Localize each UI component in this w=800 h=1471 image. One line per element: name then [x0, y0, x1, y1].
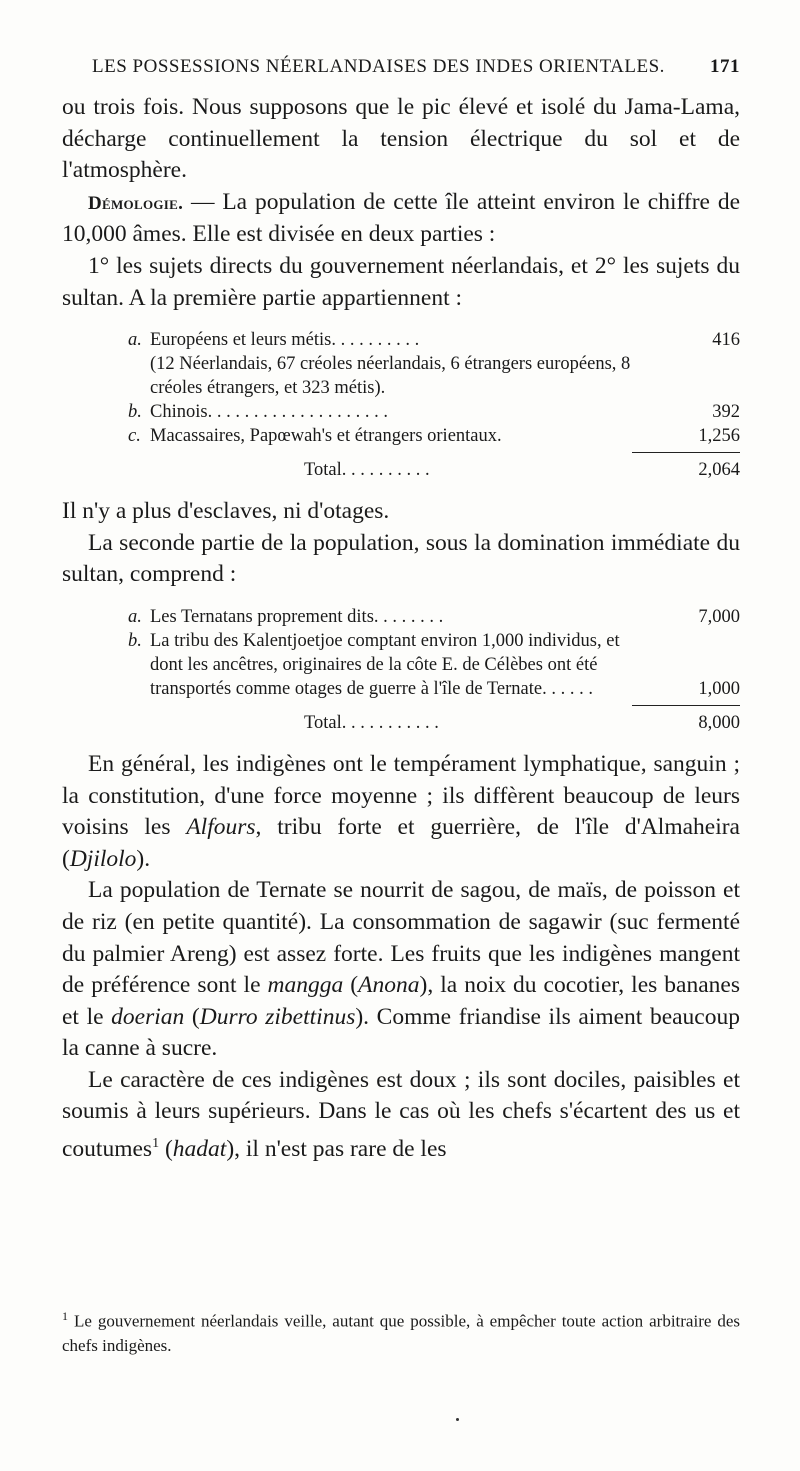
text-run: La population de Ternate se nourrit de sagou, de maïs, de poisson et de riz (en petite quantité). La consommation de sagawir (suc fermenté du palmier Areng) est assez forte. Les fruits que les indigènes mangent de préférence sont le	[62, 877, 740, 999]
population-table-first-part	[128, 328, 740, 482]
table-row	[128, 605, 740, 629]
paragraph-caractere	[62, 1065, 740, 1166]
row-text: Européens et leurs métis. . . . . . . . . .	[150, 330, 420, 351]
demologie-text: — La population de cette île atteint environ le chiffre de 10,000 âmes. Elle est divisée en deux parties :	[62, 188, 740, 248]
print-speck	[456, 1418, 459, 1421]
table-row	[128, 424, 740, 448]
row-text: Chinois. . . . . . . . . . . . . . . . . . . .	[150, 402, 388, 423]
row-label: c.	[128, 426, 141, 447]
text-run: (	[184, 1003, 200, 1030]
row-text: Les Ternatans proprement dits. . . . . . . .	[150, 606, 444, 627]
footnote-text: Le gouvernement néerlandais veille, autant que possible, à empêcher toute action arbitraire des chefs indigènes.	[62, 1311, 740, 1355]
total-label: Total. . . . . . . . . . .	[304, 712, 439, 733]
row-value: 392	[712, 402, 740, 423]
paragraph-alimentation	[62, 875, 740, 1065]
term-alfours: Alfours	[186, 814, 256, 841]
row-value: 1,000	[698, 678, 740, 699]
footnote-mark: 1	[62, 1309, 68, 1323]
row-label: a.	[128, 330, 142, 351]
text-run: ), il n'est pas rare de les	[226, 1135, 447, 1162]
footnote-reference: 1	[152, 1136, 160, 1152]
text-run: ).	[136, 845, 151, 872]
total-row	[128, 701, 740, 735]
total-value: 2,064	[698, 460, 740, 481]
row-label: b.	[128, 402, 142, 423]
paragraph-esclaves: Il n'y a plus d'esclaves, ni d'otages.	[62, 498, 390, 525]
text-run: ). Comme friandise ils aiment beaucoup la canne à sucre.	[62, 1003, 740, 1062]
running-title: LES POSSESSIONS NÉERLANDAISES DES INDES ORIENTALES.	[92, 56, 665, 77]
total-value: 8,000	[698, 712, 740, 733]
row-value: 416	[712, 330, 740, 351]
term-durro: Durro zibettinus	[199, 1003, 356, 1030]
text-run: ), la noix du cocotier, les bananes et le	[62, 972, 740, 1030]
row-text: La tribu des Kalentjoetjoe comptant environ 1,000 individus, et dont les ancêtres, originaires de la côte E. de Célèbes ont été transportés comme otages de guerre à l'île de Ternate. . . . . .	[150, 630, 620, 699]
running-header	[92, 52, 740, 82]
page-body	[62, 92, 740, 1165]
term-hadat: hadat	[172, 1135, 227, 1162]
row-value: 1,256	[698, 426, 740, 447]
row-value: 7,000	[698, 606, 740, 627]
population-table-second-part	[128, 605, 740, 735]
text-run: , tribu forte et guerrière, de l'île d'Almaheira (	[62, 814, 740, 872]
page-number: 171	[710, 56, 740, 77]
table-row	[128, 400, 740, 424]
term-anona: Anona	[358, 972, 420, 999]
paragraph-seconde-partie: La seconde partie de la population, sous la domination immédiate du sultan, comprend :	[62, 529, 740, 588]
text-run: En général, les indigènes ont le tempérament lymphatique, sanguin ; la constitution, d'une force moyenne ; ils diffèrent beaucoup de leurs voisins les	[62, 750, 740, 841]
row-note: (12 Néerlandais, 67 créoles néerlandais, 6 étrangers européens, 8 créoles étrangers, et 323 métis).	[150, 354, 631, 399]
row-text: Macassaires, Papœwah's et étrangers orientaux.	[150, 426, 502, 447]
paragraph-volcano: ou trois fois. Nous supposons que le pic élevé et isolé du Jama-Lama, décharge continuellement la tension électrique du sol et de l'atmosphère.	[62, 94, 740, 184]
footnote	[62, 1304, 740, 1358]
paragraph-demologie	[62, 187, 740, 251]
section-heading: Démologie.	[88, 192, 184, 214]
text-run: (	[343, 972, 359, 999]
total-row	[128, 448, 740, 482]
total-label: Total. . . . . . . . . .	[304, 460, 430, 481]
text-run: (	[159, 1135, 173, 1162]
row-label: b.	[128, 630, 142, 651]
term-mangga: mangga	[267, 972, 344, 999]
paragraph-parts: 1° les sujets directs du gouvernement néerlandais, et 2° les sujets du sultan. A la première partie appartiennent :	[62, 252, 740, 311]
row-label: a.	[128, 606, 142, 627]
term-djilolo: Djilolo	[69, 845, 137, 872]
term-doerian: doerian	[111, 1003, 185, 1030]
sum-rule	[632, 705, 740, 706]
paragraph-temperament	[62, 749, 740, 875]
table-row	[128, 328, 740, 352]
text-run: Le caractère de ces indigènes est doux ; ils sont dociles, paisibles et soumis à leurs supérieurs. Dans le cas où les chefs s'écartent des us et coutumes	[62, 1066, 740, 1162]
sum-rule	[632, 452, 740, 453]
table-row	[128, 629, 740, 701]
